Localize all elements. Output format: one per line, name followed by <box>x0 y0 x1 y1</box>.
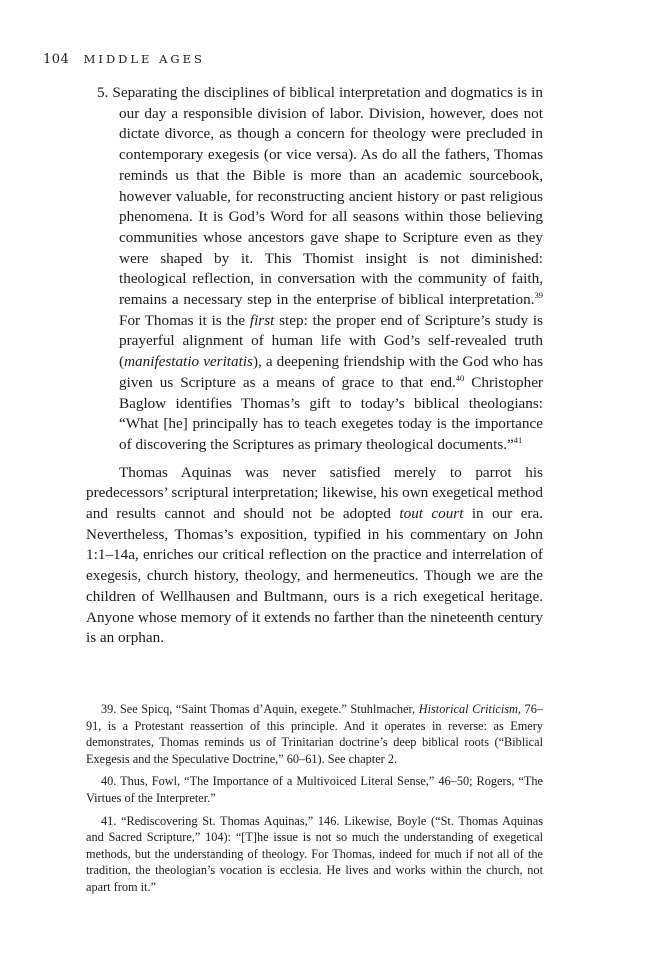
text-span: step: the proper end of Scripture’s study is prayerful alignment of human life with God’s self-revealed truth ( <box>119 311 543 371</box>
footnotes <box>86 701 543 902</box>
main-text <box>86 83 543 649</box>
emphasis: manifestatio veritatis <box>124 353 253 371</box>
text-span: 41. “Rediscovering St. Thomas Aquinas,” 146. Likewise, Boyle (“St. Thomas Aquinas and Sacred Scripture,” 104): “[T]he issue is not so much the understanding of exegetical methods, but the understanding of theology. For Thomas, indeed for much if not all of the tradition, the theologian’s vocation is ecclesia. He lives and works within the church, not apart from it.” <box>86 813 543 894</box>
footnote-ref-41: 41 <box>513 434 523 445</box>
text-span: Christopher Baglow identifies Thomas’s gift to today’s biblical theologians: “What [he] principally has to teach exegetes today is the importance of discovering the Scriptures as primary theological documents.” <box>119 373 543 453</box>
emphasis: first <box>249 311 275 329</box>
text-span: ), a deepening friendship with the God who has given us Scripture as a means of grace to that end. <box>119 353 544 391</box>
text-span: 40. Thus, Fowl, “The Importance of a Multivoiced Literal Sense,” 46–50; Rogers, “The Virtues of the Interpreter.” <box>86 774 543 805</box>
body-paragraph <box>86 463 543 649</box>
running-title: MIDDLE AGES <box>83 52 205 66</box>
footnote-39 <box>86 701 543 767</box>
text-span: Thomas Aquinas was never satisfied merely to parrot his predecessors’ scriptural interpretation; likewise, his own exegetical method and results cannot and should not be adopted <box>86 463 543 523</box>
footnote-ref-40: 40 <box>455 372 465 383</box>
text-span: in our era. Nevertheless, Thomas’s exposition, typified in his commentary on John 1:1–14a, enriches our critical reflection on the practice and interrelation of exegesis, church history, theology, and hermeneutics. Though we are the children of Wellhausen and Bultmann, ours is a rich exegetical heritage. Anyone whose memory of it extends no farther than the nineteenth century is an orphan. <box>86 505 543 647</box>
running-head <box>43 52 205 67</box>
footnote-40 <box>86 773 543 806</box>
emphasis: tout court <box>399 505 464 523</box>
page-number: 104 <box>43 52 70 67</box>
footnote-ref-39: 39 <box>534 290 543 301</box>
point-number: 5. <box>97 84 109 101</box>
text-span: 39. See Spicq, “Saint Thomas d’Aquin, exegete.” Stuhlmacher, <box>101 702 419 716</box>
text-span: For Thomas it is the <box>119 311 250 329</box>
text-span: Separating the disciplines of biblical interpretation and dogmatics is in our day a responsible division of labor. Division, however, does not dictate divorce, as though a concern for theology were precluded in contemporary exegesis (or vice versa). As do all the fathers, Thomas reminds us that the Bible is more than an academic sourcebook, however valuable, for reconstructing ancient history or past religious phenomena. It is God’s Word for all seasons within those believing communities whose ancestors gave shape to Scripture even as they were shaped by it. This Thomist insight is not diminished: theological reflection, in conversation with the community of faith, remains a necessary step in the enterprise of biblical interpretation. <box>112 84 543 309</box>
text-span: , 76–91, is a Protestant reassertion of this principle. And it operates in reverse: as Emery demonstrates, Thomas reminds us of Trinitarian doctrine’s deep biblical roots (“Biblical Exegesis and the Speculative Doctrine,” 60–61). See chapter 2. <box>86 702 544 766</box>
footnote-41 <box>86 813 543 896</box>
emphasis: Historical Criticism <box>418 702 518 716</box>
numbered-point-5 <box>86 83 543 456</box>
